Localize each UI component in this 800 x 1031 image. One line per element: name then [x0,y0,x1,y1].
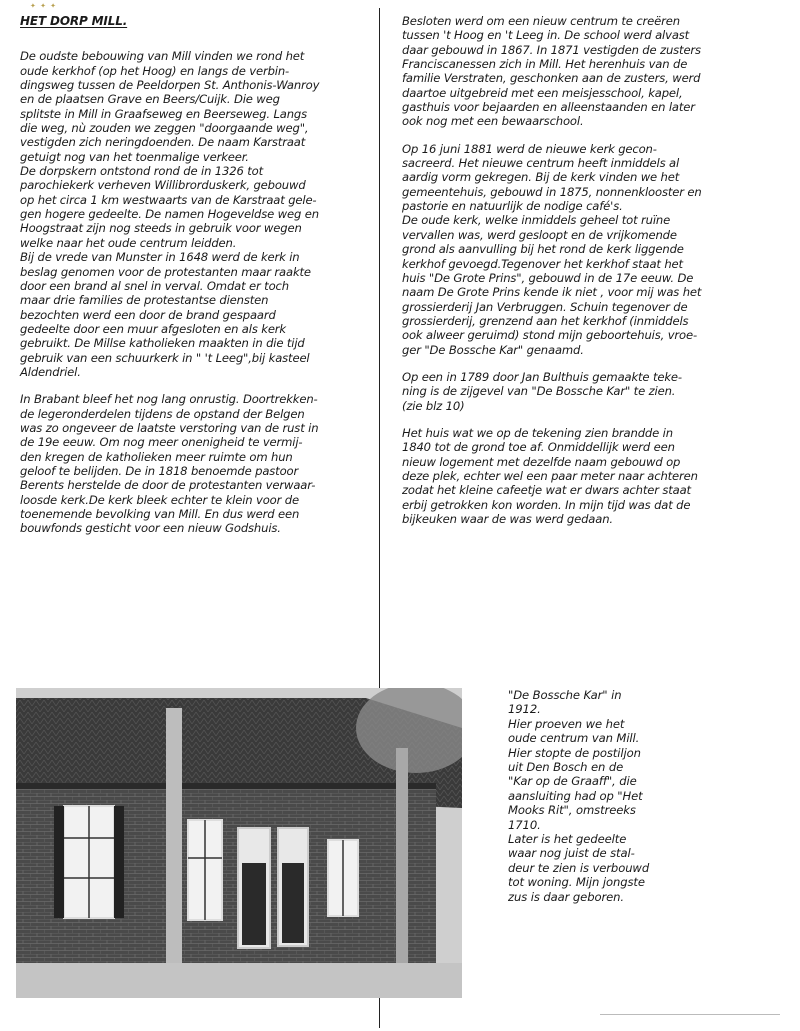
paragraph: De oudste bebouwing van Mill vinden we rond het oude kerkhof (op het Hoog) en langs de verbin- dingsweg tussen de Peeldorpen St. Anthonis-Wanroy en de plaatsen Grave en Beers/Cuijk. Die weg splitste in Mill in Graafseweg en Beerseweg. Langs die weg, nù zouden we zeggen "doorgaande weg", vestigden zich neringdoenden. De naam Karstraat getuigt nog van het toenmalige verkeer. De dorpskern ontstond rond de in 1326 tot parochiekerk verheven Willibrorduskerk, gebouwd op het circa 1 km westwaarts van de Karstraat gele- gen hogere gedeelte. De namen Hogeveldse weg en Hoogstraat zijn nog steeds in gebruik voor wegen welke naar het oude centrum leidden. Bij de vrede van Munster in 1648 werd de kerk in beslag genomen voor de protestanten maar raakte door een brand al snel in verval. Omdat er toch maar drie families de protestantse diensten bezochten werd een door de brand gespaard gedeelte door een muur afgesloten en als kerk gebruikt. De Millse katholieken maakten in die tijd gebruik van een schuurkerk in " 't Leeg",bij kasteel Aldendriel. [20,49,320,379]
paragraph: Op 16 juni 1881 werd de nieuwe kerk gecon- sacreerd. Het nieuwe centrum heeft inmiddels al aardig vorm gekregen. Bij de kerk vinden we het gemeentehuis, gebouwd in 1875, nonnenklooster en pastorie en natuurlijk de nodige café's. De oude kerk, welke inmiddels geheel tot ruïne vervallen was, werd gesloopt en de vrijkomende grond als aanvulling bij het rond de kerk liggende kerkhof gevoegd.Tegenover het kerkhof staat het huis "De Grote Prins", gebouwd in de 17e eeuw. De naam De Grote Prins kende ik niet , voor mij was het grossierderij Jan Verbruggen. Schuin tegenover de grossierderij, grenzend aan het kerkhof (inmiddels ook alweer geruimd) stond mijn geboortehuis, vroe- ger "De Bossche Kar" genaamd. [402,141,702,357]
decorative-ornament: ✦ ✦ ✦ [30,2,58,10]
right-column [402,14,747,539]
historic-photo-de-bossche-kar [16,688,462,998]
footer-rule [600,1014,780,1015]
paragraph: Besloten werd om een nieuw centrum te creëren tussen 't Hoog en 't Leeg in. De school werd alvast daar gebouwd in 1867. In 1871 vestigden de zusters Franciscanessen zich in Mill. Het herenhuis van de familie Verstraten, geschonken aan de zusters, werd daartoe uitgebreid met een meisjesschool, kapel, gasthuis voor bejaarden en alleenstaanden en later ook nog met een bewaarschool. [402,14,701,129]
photo-illustration [16,688,462,998]
photo-caption: "De Bossche Kar" in 1912. Hier proeven we het oude centrum van Mill. Hier stopte de postiljon uit Den Bosch en de "Kar op de Graaff", die aansluiting had op "Het Mooks Rit", omstreeks 1710. Later is het gedeelte waar nog juist de stal- deur te zien is verbouwd tot woning. Mijn jongste zus is daar geboren. [508,688,650,904]
paragraph: In Brabant bleef het nog lang onrustig. Doortrekken- de legeronderdelen tijdens de opstand der Belgen was zo ongeveer de laatste verstoring van de rust in de 19e eeuw. Om nog meer onenigheid te vermij- den kregen de katholieken meer ruimte om hun geloof te belijden. De in 1818 benoemde pastoor Berents herstelde de door de protestanten verwaar- loosde kerk.De kerk bleek echter te klein voor de toenemende bevolking van Mill. En dus werd een bouwfonds gesticht voor een nieuw Godshuis. [20,392,319,536]
column-divider-top [379,8,380,690]
page-title: HET DORP MILL. [20,14,128,28]
paragraph: Op een in 1789 door Jan Bulthuis gemaakte teke- ning is de zijgevel van "De Bossche Kar" te zien. (zie blz 10) [402,369,682,413]
left-column [20,14,372,549]
paragraph: Het huis wat we op de tekening zien brandde in 1840 tot de grond toe af. Onmiddellijk werd een nieuw logement met dezelfde naam gebouwd op deze plek, echter wel een paar meter naar achteren zodat het kleine cafeetje wat er dwars achter staat erbij getrokken kon worden. In mijn tijd was dat de bijkeuken waar de was werd gedaan. [402,425,698,526]
